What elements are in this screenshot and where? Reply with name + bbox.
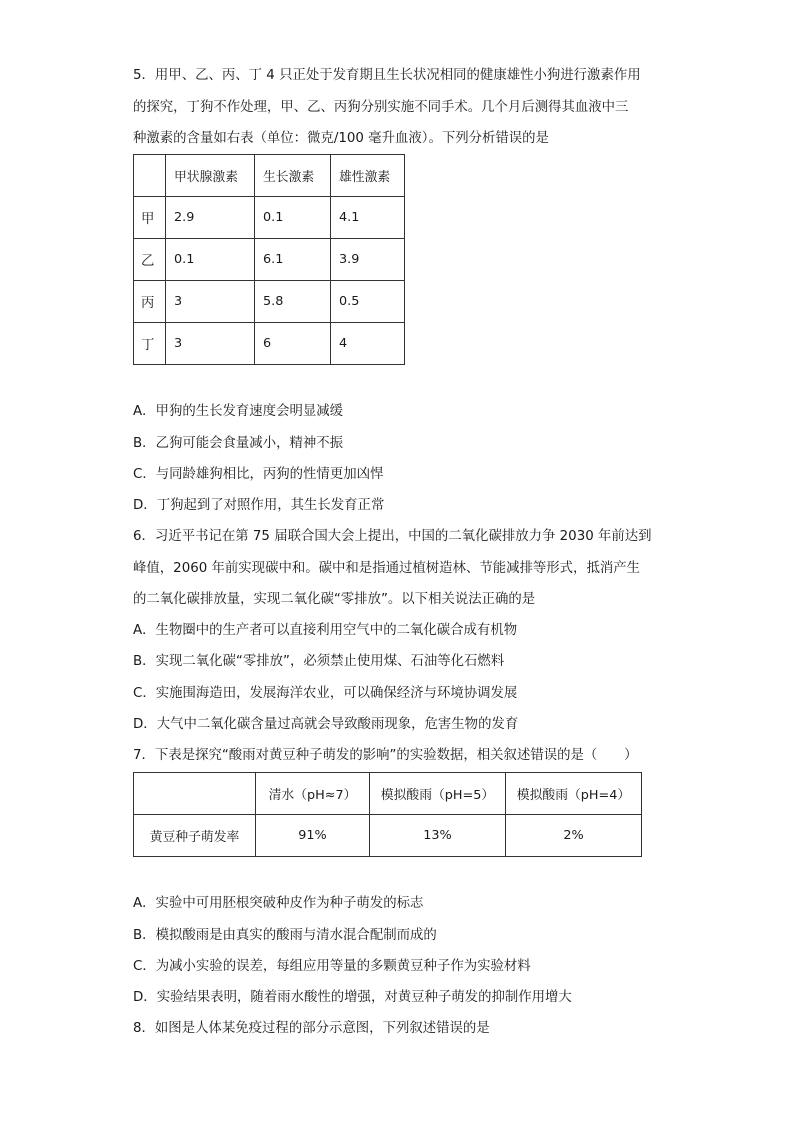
q7-option-c: C．为减小实验的误差，每组应用等量的多颗黄豆种子作为实验材料 [133, 959, 531, 974]
table-cell: 3 [166, 323, 255, 365]
table-cell: 0.1 [166, 239, 255, 281]
table-cell: 5.8 [255, 281, 331, 323]
table-cell: 4 [331, 323, 405, 365]
q6-option-c: C．实施围海造田，发展海洋农业，可以确保经济与环境协调发展 [133, 686, 518, 701]
table-cell: 6.1 [255, 239, 331, 281]
q6-option-a: A．生物圈中的生产者可以直接利用空气中的二氧化碳合成有机物 [133, 623, 518, 638]
header-thyroid-hormone: 甲状腺激素 [166, 155, 255, 197]
q5-stem-line-3: 种激素的含量如右表（单位：微克/100 毫升血液）。下列分析错误的是 [133, 131, 549, 146]
table-corner-cell [134, 773, 256, 815]
table-cell: 3 [166, 281, 255, 323]
row-label: 甲 [134, 197, 166, 239]
table-cell: 0.5 [331, 281, 405, 323]
table-row [134, 815, 642, 857]
q7-option-d: D．实验结果表明，随着雨水酸性的增强，对黄豆种子萌发的抑制作用增大 [133, 990, 572, 1005]
table-cell: 91% [256, 815, 370, 857]
row-label: 丁 [134, 323, 166, 365]
header-androgen: 雄性激素 [331, 155, 405, 197]
q6-option-b: B．实现二氧化碳“零排放”，必须禁止使用煤、石油等化石燃料 [133, 654, 505, 669]
header-clean-water: 清水（pH≈7） [256, 773, 370, 815]
header-acid-rain-ph5: 模拟酸雨（pH=5） [370, 773, 506, 815]
hormone-table [133, 154, 405, 365]
table-cell: 13% [370, 815, 506, 857]
q7-option-a: A．实验中可用胚根突破种皮作为种子萌发的标志 [133, 896, 424, 911]
table-cell: 4.1 [331, 197, 405, 239]
table-cell: 2% [506, 815, 642, 857]
row-label: 黄豆种子萌发率 [134, 815, 256, 857]
table-corner-cell [134, 155, 166, 197]
q5-option-a: A．甲狗的生长发育速度会明显减缓 [133, 404, 344, 419]
table-row [134, 197, 405, 239]
table-row [134, 281, 405, 323]
q6-stem-line-1: 6．习近平书记在第 75 届联合国大会上提出，中国的二氧化碳排放力争 2030 年前达到 [133, 529, 652, 544]
table-row [134, 323, 405, 365]
table-cell: 0.1 [255, 197, 331, 239]
table-header-row [134, 773, 642, 815]
q5-stem-line-2: 的探究，丁狗不作处理，甲、乙、丙狗分别实施不同手术。几个月后测得其血液中三 [133, 100, 629, 115]
q6-stem-line-2: 峰值，2060 年前实现碳中和。碳中和是指通过植树造林、节能减排等形式，抵消产生 [133, 561, 641, 576]
row-label: 丙 [134, 281, 166, 323]
q7-stem-line-1: 7．下表是探究“酸雨对黄豆种子萌发的影响”的实验数据，相关叙述错误的是（ ） [133, 748, 638, 763]
q5-option-c: C．与同龄雄狗相比，丙狗的性情更加凶悍 [133, 467, 384, 482]
table-cell: 3.9 [331, 239, 405, 281]
germination-table [133, 772, 642, 857]
q8-stem-line-1: 8．如图是人体某免疫过程的部分示意图，下列叙述错误的是 [133, 1021, 490, 1036]
table-row [134, 239, 405, 281]
q6-option-d: D．大气中二氧化碳含量过高就会导致酸雨现象，危害生物的发育 [133, 717, 519, 732]
q5-stem-line-1: 5．用甲、乙、丙、丁 4 只正处于发育期且生长状况相同的健康雄性小狗进行激素作用 [133, 68, 641, 83]
q7-option-b: B．模拟酸雨是由真实的酸雨与清水混合配制而成的 [133, 928, 437, 943]
q5-option-b: B．乙狗可能会食量减小，精神不振 [133, 436, 344, 451]
header-acid-rain-ph4: 模拟酸雨（pH=4） [506, 773, 642, 815]
table-cell: 6 [255, 323, 331, 365]
q6-stem-line-3: 的二氧化碳排放量，实现二氧化碳“零排放”。以下相关说法正确的是 [133, 592, 536, 607]
q5-option-d: D．丁狗起到了对照作用，其生长发育正常 [133, 498, 385, 513]
table-cell: 2.9 [166, 197, 255, 239]
table-header-row [134, 155, 405, 197]
header-growth-hormone: 生长激素 [255, 155, 331, 197]
row-label: 乙 [134, 239, 166, 281]
